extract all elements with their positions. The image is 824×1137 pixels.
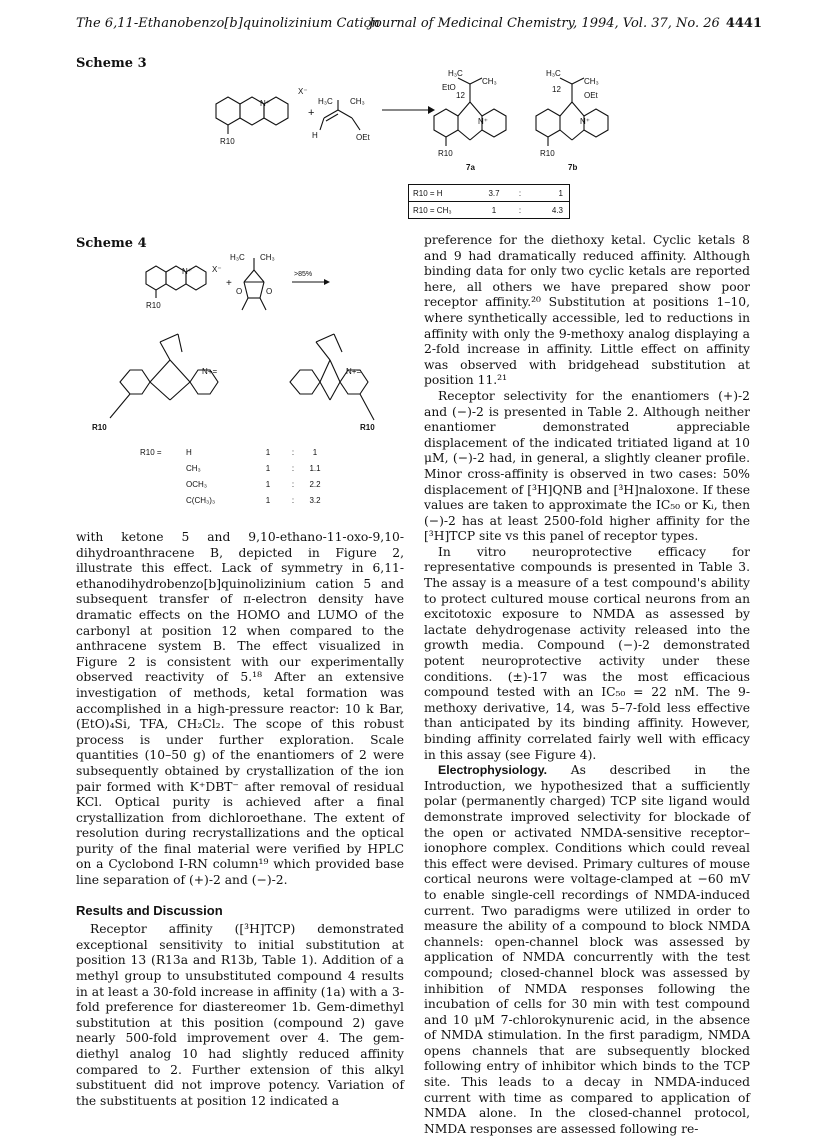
product-7b-label: OEt: [584, 91, 598, 100]
scheme3-product-7b: [522, 66, 632, 178]
scheme3-product-7a: [420, 66, 530, 178]
scheme4-reagent-label: O: [236, 287, 243, 296]
scheme4-reagent-label: H₃C: [230, 253, 245, 262]
ratio-row: [140, 476, 330, 492]
ratio-a: 1: [265, 463, 271, 473]
product-7a-label: R10: [438, 149, 453, 158]
ratio-a: 3.7: [488, 188, 500, 198]
scheme4-plus: +: [226, 278, 232, 289]
ratio-row: [140, 492, 330, 508]
ratio-substituent: R10 = H: [413, 188, 443, 198]
scheme4-product-label: N+=: [346, 367, 362, 376]
right-para-4: [424, 763, 750, 1137]
scheme4-reagent-label: CH₃: [260, 253, 275, 262]
ratio-b: 3.2: [309, 495, 321, 505]
right-para-2: Receptor selectivity for the enantiomers (+)-2 and (−)-2 is presented in Table 2. Although neither enantiomer demonstrated appreciable displacement of the indicated tritiated ligand at 10 μM, (−)-2 had, in general, a slightly cleaner profile. Minor cross-affinity is observed in two cases: 50% displacement of [³H]QNB and [³H]naloxone. If these values are taken to approximate the IC₅₀ or Kᵢ, then (−)-2 has at least 2500-fold higher affinity for the [³H]TCP site vs this panel of receptor types.: [424, 388, 750, 544]
product-7b-label: R10: [540, 149, 555, 158]
scheme4-nplus: N⁺: [182, 267, 192, 276]
ratio-substituent: H: [186, 447, 192, 457]
right-para-4-text: As described in the Introduction, we hypothesized that a sufficiently polar (permanently charged) TCP site ligand would demonstrate improved selectivity for blockade of the open or activated NMDA-sensitive receptor–ionophore complex. Conditions which could reveal this effect were devised. Primary cultures of mouse cortical neurons were voltage-clamped at −60 mV to enable single-cell recordings of NMDA-induced current. Two paradigms were utilized in order to measure the ability of a compound to block NMDA channels: open-channel block was assessed by application of NMDA concurrently with the test compound; closed-channel block was assessed by inhibition of NMDA responses following the incubation of cells for 30 min with test compound and 10 μM 7-chlorokynurenic acid, in the absence of NMDA stimulation. In the first paradigm, NMDA opens channels that are subsequently blocked following entry of inhibitor which binds to the TCP site. This leads to a decay in NMDA-induced current with time as compared to application of NMDA alone. In the closed-channel protocol, NMDA responses are assessed following re-: [424, 763, 750, 1136]
ratio-sep: :: [291, 495, 295, 505]
ratio-substituent: C(CH₃)₃: [186, 495, 216, 505]
scheme4-ratio-table: [140, 444, 330, 508]
ratio-substituent: CH₃: [186, 463, 201, 473]
scheme3-ratio-table: [408, 184, 570, 219]
scheme4-reagent-label: O: [266, 287, 273, 296]
scheme4-product-label: R10: [92, 423, 107, 432]
ratio-group: R10 =: [140, 447, 162, 457]
ratio-substituent: R10 = CH₃: [413, 205, 452, 215]
ratio-sep: :: [518, 188, 522, 198]
scheme3-reagent-label: H₃C: [318, 97, 333, 106]
ratio-sep: :: [291, 447, 295, 457]
section-heading: Results and Discussion: [76, 902, 223, 918]
ratio-row: [140, 460, 330, 476]
ratio-b: 4.3: [551, 205, 563, 215]
scheme4-counter-ion: X⁻: [212, 265, 222, 274]
product-7a-label: EtO: [442, 83, 456, 92]
running-title: The 6,11-Ethanobenzo[b]quinolizinium Cation: [76, 16, 380, 31]
product-7b-label: H₃C: [546, 69, 561, 78]
ratio-sep: :: [291, 479, 295, 489]
product-7b-label: 12: [552, 85, 561, 94]
product-7a-id: 7a: [466, 163, 475, 172]
scheme3-reactant-structure: [196, 74, 396, 154]
ratio-a: 1: [265, 447, 271, 457]
right-para-3: In vitro neuroprotective efficacy for representative compounds is presented in Table 3. The assay is a measure of a test compound's ability to protect cultured mouse cortical neurons from an excitotoxic exposure to NMDA as assessed by lactate dehydrogenase activity released into the growth media. Compound (−)-2 demonstrated potent neuroprotective activity under these conditions. (±)-17 was the most efficacious compound tested with an IC₅₀ = 22 nM. The 9-methoxy derivative, 14, was 5–7-fold less effective than anticipated by its binding affinity. However, binding affinity correlated fairly well with efficacy in this assay (see Figure 4).: [424, 544, 750, 762]
product-7b-label: CH₃: [584, 77, 599, 86]
product-7a-label: H₃C: [448, 69, 463, 78]
ratio-row: [409, 185, 569, 201]
ratio-a: 1: [265, 479, 271, 489]
scheme3-counter-ion: X⁻: [298, 87, 308, 96]
scheme3-label: Scheme 3: [76, 56, 147, 71]
journal-name: Journal of Medicinal Chemistry, 1994, Vol. 37, No. 26: [368, 16, 720, 31]
ratio-b: 1: [312, 447, 318, 457]
scheme3-reactant-r10: R10: [220, 137, 235, 146]
page-number: 4441: [725, 16, 762, 31]
right-column: [424, 233, 750, 1137]
product-7b-id: 7b: [568, 163, 578, 172]
scheme3-reagent-label: OEt: [356, 133, 370, 142]
runin-heading: Electrophysiology.: [438, 763, 548, 778]
ratio-sep: :: [518, 205, 522, 215]
ratio-row: [409, 201, 569, 218]
scheme4-product-label: R10: [360, 423, 375, 432]
left-para-2: Receptor affinity ([³H]TCP) demonstrated exceptional sensitivity to initial substitution at position 13 (R13a and R13b, Table 1). Addition of a methyl group to unsubstituted compound 4 results in at least a 30-fold increase in affinity (1a) with a 3-fold preference for diastereomer 1b. Gem-dimethyl substitution at this position (compound 2) gave nearly 500-fold improvement over 4. The gem-diethyl analog 10 had slightly reduced affinity compared to 2. Further extension of this alkyl substituent did not improve potency. Variation of the substituents at position 12 indicated a: [76, 922, 404, 1108]
right-para-1: preference for the diethoxy ketal. Cyclic ketals 8 and 9 had dramatically reduced affinity. Although binding data for only two cyclic ketals are reported here, all others we have prepared show poor receptor affinity.²⁰ Substitution at positions 1–10, where synthetically accessible, led to reductions in affinity with only the 9-methoxy analog displaying a 2-fold increase in affinity. Little effect on affinity was observed with bridgehead substitution at position 11.²¹: [424, 233, 750, 388]
scheme3-reagent-label: H: [312, 131, 318, 140]
ratio-b: 2.2: [309, 479, 321, 489]
ratio-row: [140, 444, 330, 460]
scheme4-products: [90, 330, 390, 438]
journal-citation: [369, 16, 762, 31]
scheme4-reactants: [136, 252, 376, 316]
product-7a-label: 12: [456, 91, 465, 100]
scheme4-reactant-r10: R10: [146, 301, 161, 310]
scheme3-plus: +: [308, 107, 315, 119]
ratio-substituent: OCH₃: [186, 479, 208, 489]
ratio-sep: :: [291, 463, 295, 473]
product-7b-label: N⁺: [580, 117, 590, 126]
product-7a-label: N⁺: [478, 117, 488, 126]
left-para-1: with ketone 5 and 9,10-ethano-11-oxo-9,10-dihydroanthracene B, depicted in Figure 2, illustrate this effect. Lack of symmetry in 6,11-ethanodihydrobenzo[b]quinolizinium cation 5 and subsequent transfer of π-electron density have dramatic effects on the HOMO and LUMO of the carbonyl at position 12 when compared to the anthracene system B. The effect visualized in Figure 2 is consistent with our experimentally observed reactivity of 5.¹⁸ After an extensive investigation of methods, ketal formation was accomplished in a high-pressure reactor: 10 k Bar, (EtO)₄Si, TFA, CH₂Cl₂. The scope of this robust process is under further exploration. Scale quantities (10–50 g) of the enantiomers of 2 were subsequently obtained by crystallization of the ion pair formed with K⁺DBT⁻ after removal of residual KCl. Optical purity is achieved after a final crystallization from dichloroethane. The extent of resolution during recrystallizations and the optical purity of the final material were verified by HPLC on a Cyclobond I-RN column¹⁹ which provided base line separation of (+)-2 and (−)-2.: [76, 530, 404, 888]
product-7a-label: CH₃: [482, 77, 497, 86]
left-column: [76, 530, 404, 1109]
scheme3-reagent-label: CH₃: [350, 97, 365, 106]
scheme4-product-label: N+=: [202, 367, 218, 376]
ratio-a: 1: [491, 205, 497, 215]
ratio-b: 1: [558, 188, 563, 198]
scheme4-arrow-label: >85%: [294, 271, 313, 278]
ratio-b: 1.1: [309, 463, 321, 473]
scheme4-label: Scheme 4: [76, 236, 147, 251]
ratio-a: 1: [265, 495, 271, 505]
scheme3-nplus: N⁺: [260, 99, 270, 108]
